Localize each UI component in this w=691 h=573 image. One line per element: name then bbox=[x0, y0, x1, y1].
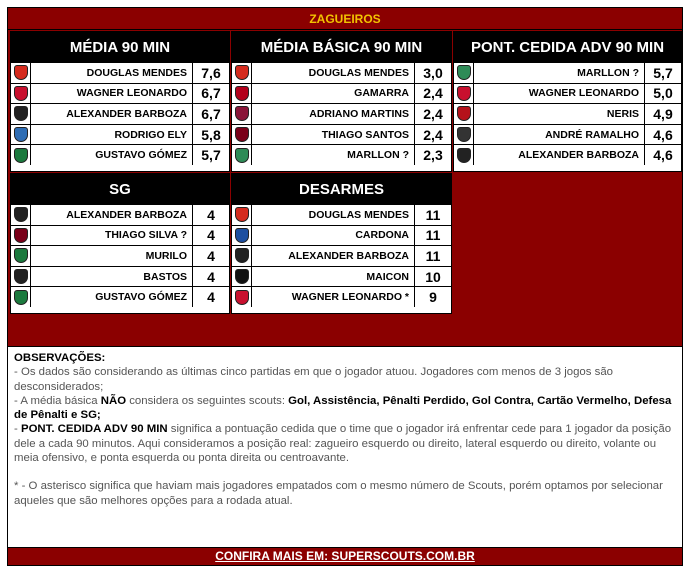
player-value: 2,4 bbox=[423, 105, 443, 122]
player-name: NERIS bbox=[474, 104, 645, 124]
team-crest-icon bbox=[232, 205, 252, 225]
table-row bbox=[454, 83, 681, 104]
team-crest-icon bbox=[11, 104, 31, 124]
table-row bbox=[11, 62, 229, 83]
player-value: 5,7 bbox=[201, 147, 221, 164]
player-name: ALEXANDER BARBOZA bbox=[31, 104, 193, 124]
table-row bbox=[11, 204, 229, 225]
team-crest-icon bbox=[454, 145, 474, 165]
player-value: 3,0 bbox=[423, 64, 443, 81]
panel-title: PONT. CEDIDA ADV 90 MIN bbox=[454, 32, 681, 62]
player-name: WAGNER LEONARDO bbox=[31, 84, 193, 104]
team-crest-icon bbox=[11, 84, 31, 104]
team-crest-icon bbox=[232, 63, 252, 83]
panel-media-basica bbox=[231, 31, 452, 172]
player-value: 4 bbox=[207, 289, 215, 306]
table-row bbox=[11, 225, 229, 246]
footer-link[interactable]: CONFIRA MAIS EM: SUPERSCOUTS.COM.BR bbox=[215, 549, 475, 563]
team-crest-icon bbox=[11, 287, 31, 307]
table-row bbox=[232, 144, 451, 165]
table-row bbox=[232, 124, 451, 145]
player-value: 5,8 bbox=[201, 126, 221, 143]
player-name: ALEXANDER BARBOZA bbox=[31, 205, 193, 225]
player-name: BASTOS bbox=[31, 267, 193, 287]
player-name: ALEXANDER BARBOZA bbox=[252, 246, 415, 266]
team-crest-icon bbox=[454, 125, 474, 145]
team-crest-icon bbox=[232, 267, 252, 287]
observation-3: - PONT. CEDIDA ADV 90 MIN significa a pontuação cedida que o time que o jogador irá enfrentar cede para 1 jogador da posição dele a cada 90 minutos. Aqui consideramos a posição real: zagueiro esquerdo ou direito, lateral esquerdo ou direito, volante ou meia ofensivo, e ponta esquerda ou ponta direita ou centroavante. bbox=[14, 423, 672, 465]
player-value: 9 bbox=[429, 289, 437, 306]
panel-title: MÉDIA BÁSICA 90 MIN bbox=[232, 32, 451, 62]
team-crest-icon bbox=[232, 226, 252, 246]
player-name: THIAGO SILVA ? bbox=[31, 226, 193, 246]
player-value: 5,0 bbox=[653, 85, 673, 102]
observations bbox=[8, 346, 682, 548]
observation-1: - Os dados são considerando as últimas cinco partidas em que o jogador atuou. Jogadores com menos de 3 jogos são desconsiderados; bbox=[14, 366, 613, 393]
table-row bbox=[454, 62, 681, 83]
player-name: RODRIGO ELY bbox=[31, 125, 193, 145]
player-value: 4 bbox=[207, 227, 215, 244]
table-row bbox=[232, 204, 451, 225]
team-crest-icon bbox=[11, 63, 31, 83]
team-crest-icon bbox=[11, 145, 31, 165]
table-row bbox=[232, 83, 451, 104]
player-value: 7,6 bbox=[201, 64, 221, 81]
table-row bbox=[454, 144, 681, 165]
team-crest-icon bbox=[232, 84, 252, 104]
team-crest-icon bbox=[232, 104, 252, 124]
player-name: WAGNER LEONARDO * bbox=[252, 287, 415, 307]
player-name: DOUGLAS MENDES bbox=[31, 63, 193, 83]
team-crest-icon bbox=[454, 63, 474, 83]
panel-title: MÉDIA 90 MIN bbox=[11, 32, 229, 62]
player-name: ALEXANDER BARBOZA bbox=[474, 145, 645, 165]
table-row bbox=[454, 103, 681, 124]
panel-media-90 bbox=[10, 31, 230, 172]
table-row bbox=[232, 103, 451, 124]
panel-title: DESARMES bbox=[232, 174, 451, 204]
table-row bbox=[232, 266, 451, 287]
player-name: CARDONA bbox=[252, 226, 415, 246]
player-value: 11 bbox=[425, 247, 441, 264]
table-row bbox=[11, 286, 229, 307]
player-value: 11 bbox=[425, 227, 441, 244]
team-crest-icon bbox=[232, 145, 252, 165]
player-value: 4 bbox=[207, 247, 215, 264]
team-crest-icon bbox=[11, 246, 31, 266]
player-name: GUSTAVO GÓMEZ bbox=[31, 287, 193, 307]
table-row bbox=[11, 266, 229, 287]
player-value: 2,3 bbox=[423, 147, 443, 164]
table-row bbox=[11, 83, 229, 104]
observation-4: * - O asterisco significa que haviam mais jogadores empatados com o mesmo número de Scouts, porém optamos por selecionar aqueles que são melhores opções para a rodada atual. bbox=[14, 480, 663, 507]
team-crest-icon bbox=[232, 125, 252, 145]
player-name: DOUGLAS MENDES bbox=[252, 63, 415, 83]
table-row bbox=[232, 245, 451, 266]
team-crest-icon bbox=[11, 267, 31, 287]
team-crest-icon bbox=[454, 84, 474, 104]
table-row bbox=[11, 103, 229, 124]
panel-desarmes bbox=[231, 173, 452, 314]
observations-title: OBSERVAÇÕES: bbox=[14, 352, 106, 364]
player-name: MURILO bbox=[31, 246, 193, 266]
player-value: 2,4 bbox=[423, 85, 443, 102]
player-name: GAMARRA bbox=[252, 84, 415, 104]
table-row bbox=[11, 124, 229, 145]
table-row bbox=[11, 144, 229, 165]
player-name: MARLLON ? bbox=[474, 63, 645, 83]
scout-sheet bbox=[7, 7, 683, 566]
player-value: 6,7 bbox=[201, 85, 221, 102]
table-row bbox=[232, 286, 451, 307]
team-crest-icon bbox=[11, 205, 31, 225]
table-row bbox=[11, 245, 229, 266]
player-value: 4 bbox=[207, 268, 215, 285]
player-value: 4,6 bbox=[653, 126, 673, 143]
team-crest-icon bbox=[11, 226, 31, 246]
player-name: MARLLON ? bbox=[252, 145, 415, 165]
player-value: 6,7 bbox=[201, 105, 221, 122]
team-crest-icon bbox=[454, 104, 474, 124]
player-name: WAGNER LEONARDO bbox=[474, 84, 645, 104]
player-value: 4 bbox=[207, 206, 215, 223]
table-row bbox=[232, 225, 451, 246]
table-row bbox=[454, 124, 681, 145]
table-row bbox=[232, 62, 451, 83]
player-value: 4,6 bbox=[653, 147, 673, 164]
player-value: 10 bbox=[425, 268, 441, 285]
panel-pont-cedida bbox=[453, 31, 682, 172]
sheet-title: ZAGUEIROS bbox=[8, 8, 682, 30]
observation-2: - A média básica NÃO considera os seguintes scouts: Gol, Assistência, Pênalti Perdido, Gol Contra, Cartão Vermelho, Defesa de Pênalti e SG; bbox=[14, 394, 672, 422]
player-name: ADRIANO MARTINS bbox=[252, 104, 415, 124]
player-value: 5,7 bbox=[653, 64, 673, 81]
player-value: 4,9 bbox=[653, 105, 673, 122]
panel-title: SG bbox=[11, 174, 229, 204]
player-value: 2,4 bbox=[423, 126, 443, 143]
player-value: 11 bbox=[425, 206, 441, 223]
player-name: GUSTAVO GÓMEZ bbox=[31, 145, 193, 165]
team-crest-icon bbox=[11, 125, 31, 145]
player-name: ANDRÉ RAMALHO bbox=[474, 125, 645, 145]
team-crest-icon bbox=[232, 246, 252, 266]
player-name: THIAGO SANTOS bbox=[252, 125, 415, 145]
player-name: DOUGLAS MENDES bbox=[252, 205, 415, 225]
team-crest-icon bbox=[232, 287, 252, 307]
panel-sg bbox=[10, 173, 230, 314]
player-name: MAICON bbox=[252, 267, 415, 287]
